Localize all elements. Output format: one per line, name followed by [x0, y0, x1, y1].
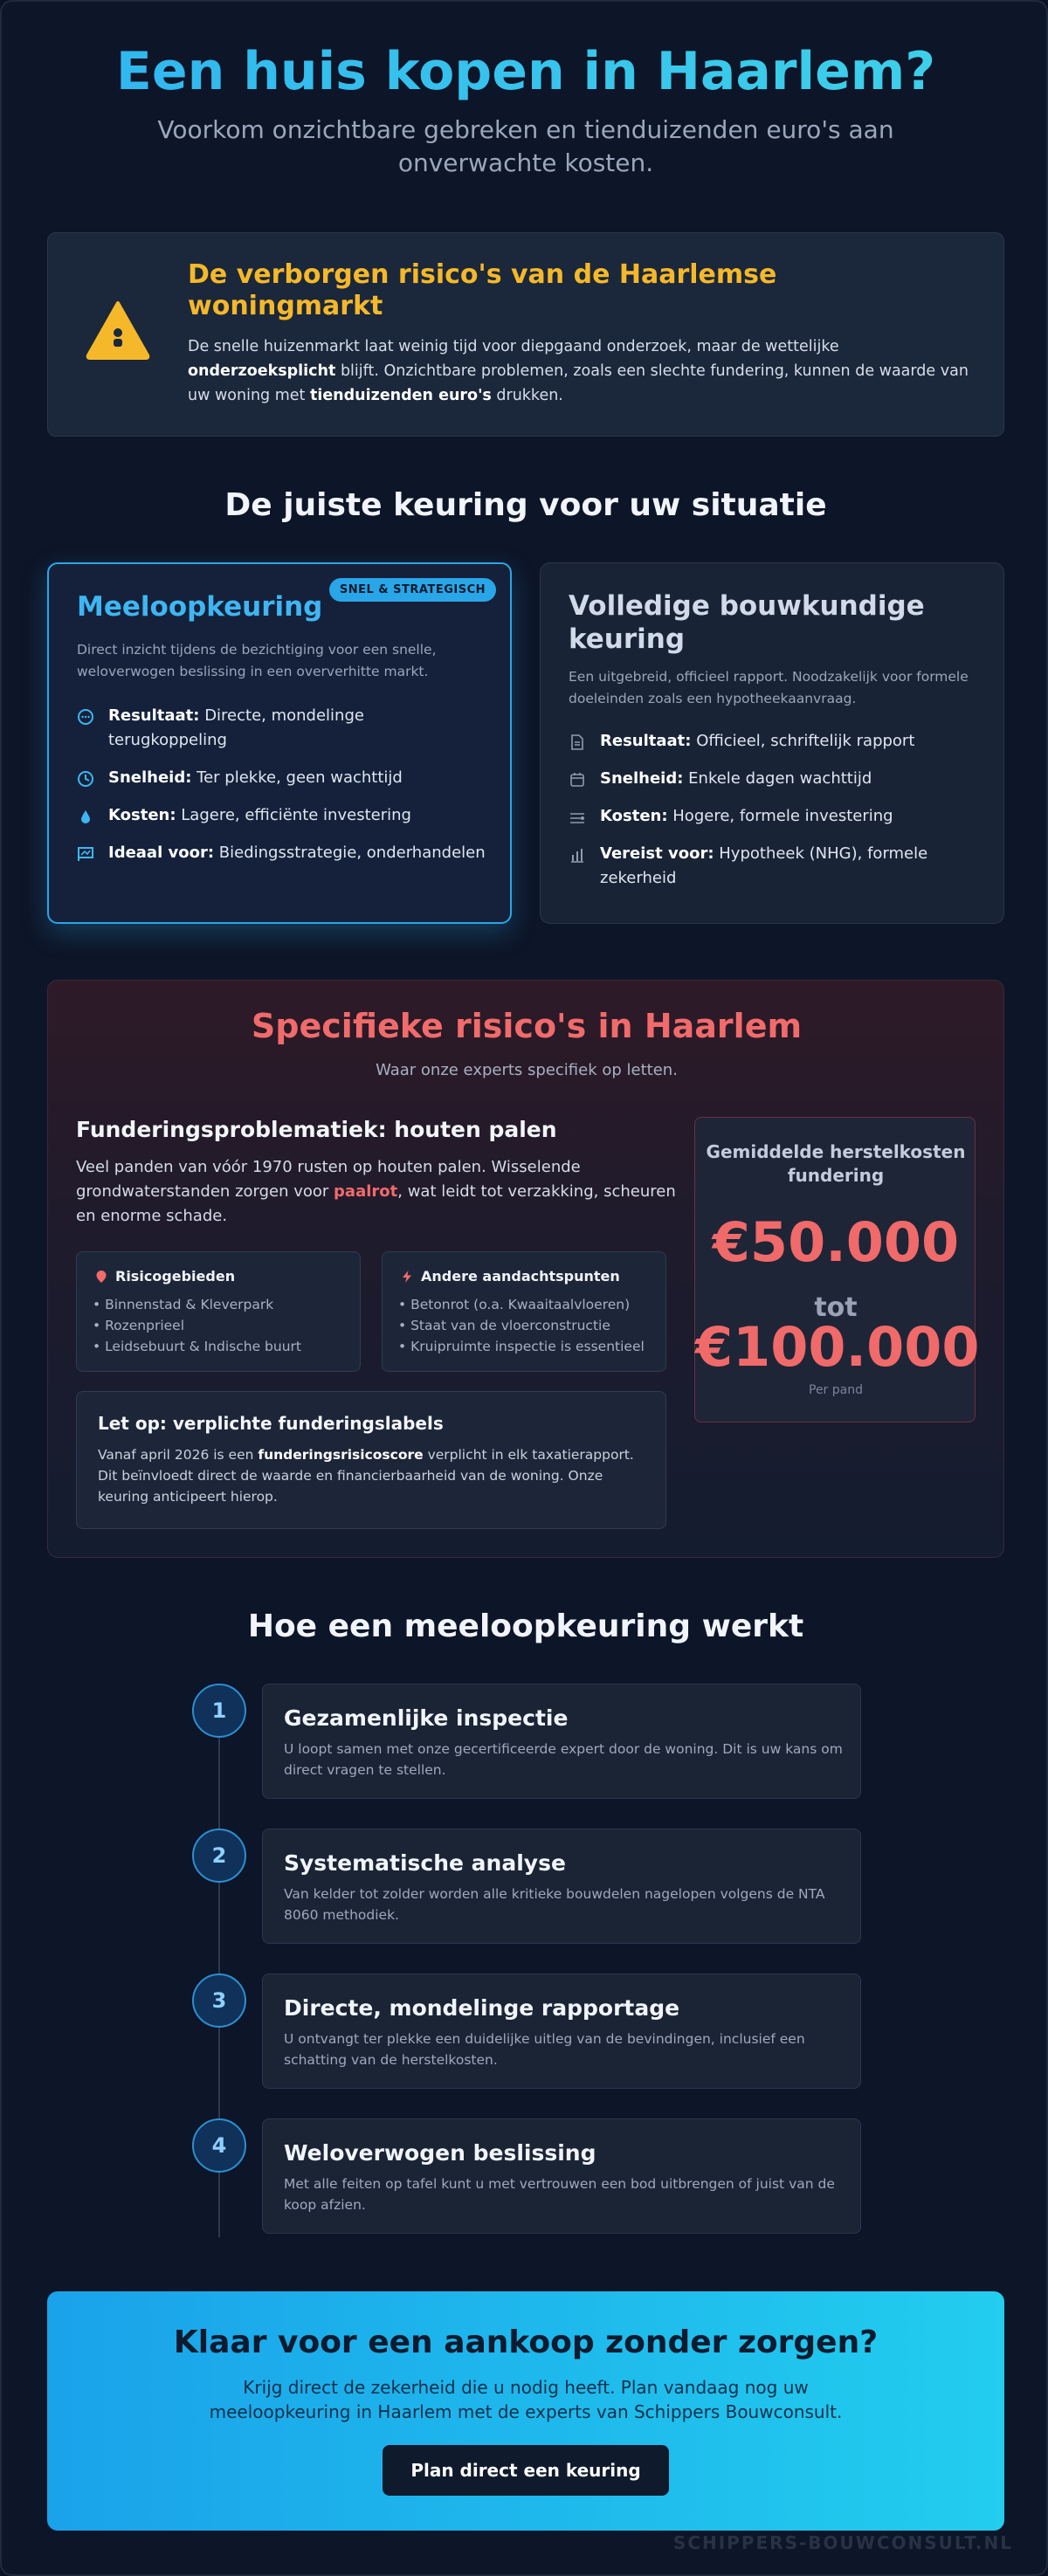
- list-item: • Kruipruimte inspectie is essentieel: [398, 1339, 645, 1354]
- plan-keuring-button[interactable]: Plan direct een keuring: [383, 2445, 669, 2496]
- risk-bold-1: onderzoeksplicht: [188, 362, 336, 380]
- cta-banner: [47, 2291, 1004, 2531]
- repair-cost-box: [694, 1117, 980, 1422]
- step-desc: Van kelder tot zolder worden alle kritieke bouwdelen nagelopen volgens de NTA 8060 methodiek.: [284, 1886, 825, 1923]
- drop-icon: [77, 808, 94, 825]
- intro-text-1: Veel panden van vóór 1970 rusten op houten palen. Wisselende grondwaterstanden zorgen voor: [76, 1158, 581, 1201]
- card-desc: Een uitgebreid, officieel rapport. Noodzakelijk voor formele doeleinden zoals een hypotheekaanvraag.: [569, 669, 969, 706]
- feature-label: Kosten:: [108, 806, 176, 824]
- step-card: [262, 1973, 861, 2089]
- list-item: • Binnenstad & Kleverpark: [93, 1297, 274, 1312]
- page-subtitle: Voorkom onzichtbare gebreken en tienduizenden euro's aan onverwachte kosten.: [157, 115, 894, 177]
- card-feature-list: [569, 729, 979, 904]
- risk-body: [188, 259, 974, 408]
- intro-text-2: , wat leidt tot verzakking, scheuren en enorme schade.: [76, 1182, 676, 1225]
- card-title: Volledige bouwkundige keuring: [569, 590, 925, 655]
- foundation-heading: Funderingsproblematiek: houten palen: [76, 1117, 557, 1142]
- notice-bold: funderingsrisicoscore: [258, 1447, 424, 1463]
- hero: [2, 37, 1048, 180]
- card-meeloopkeuring[interactable]: [47, 562, 512, 924]
- steps-title: Hoe een meeloopkeuring werkt: [247, 1608, 804, 1644]
- list-item: • Leidsebuurt & Indische buurt: [93, 1339, 301, 1354]
- step-title: Weloverwogen beslissing: [284, 2140, 596, 2166]
- feature-label: Vereist voor:: [600, 844, 714, 863]
- cta-text: Krijg direct de zekerheid die u nodig heeft. Plan vandaag nog uw meeloopkeuring in Haarlem met de experts van Schippers Bouwconsult.: [209, 2377, 843, 2422]
- risk-bold-2: tienduizenden euro's: [309, 387, 492, 404]
- risk-areas-title: Risicogebieden: [115, 1268, 236, 1285]
- location-icon: [94, 1270, 108, 1284]
- feature-text: Officieel, schriftelijk rapport: [691, 732, 915, 750]
- risk-text-2: blijft. Onzichtbare problemen, zoals een slechte fundering, kunnen de waarde van uw woning met: [188, 362, 969, 404]
- clock-icon: [77, 770, 94, 788]
- feature-item: [77, 766, 487, 790]
- haarlem-title: Specifieke risico's in Haarlem: [251, 1007, 803, 1045]
- step-number: 2: [192, 1829, 246, 1883]
- feature-text: Ter plekke, geen wachttijd: [191, 768, 403, 787]
- step-card: [262, 2118, 861, 2234]
- notice-body: [98, 1444, 648, 1507]
- presentation-icon: [77, 845, 94, 863]
- lightning-icon: [400, 1270, 414, 1284]
- step-title: Directe, mondelinge rapportage: [284, 1995, 680, 2021]
- risk-card: [47, 232, 1004, 437]
- step-title: Gezamenlijke inspectie: [284, 1705, 569, 1731]
- step-desc: Met alle feiten op tafel kunt u met vertrouwen een bod uitbrengen of juist van de koop afzien.: [284, 2176, 835, 2213]
- chat-icon: [77, 708, 94, 726]
- money-icon: [569, 809, 586, 826]
- cta-title: Klaar voor een aankoop zonder zorgen?: [173, 2325, 879, 2360]
- page-title: Een huis kopen in Haarlem?: [2, 37, 1048, 107]
- notice-title: Let op: verplichte funderingslabels: [98, 1413, 444, 1434]
- foundation-intro: [76, 1155, 687, 1229]
- step-number: 3: [192, 1973, 246, 2028]
- badge-snel-strategisch: SNEL & STRATEGISCH: [329, 578, 496, 602]
- cost-to-word: tot: [814, 1292, 858, 1323]
- feature-text: Hypotheek (NHG), formele zekerheid: [600, 844, 928, 887]
- feature-text: Hogere, formele investering: [667, 807, 893, 825]
- step-number: 1: [192, 1684, 246, 1738]
- warning-icon: [85, 300, 151, 361]
- haarlem-subtitle: Waar onze experts specifiek op letten.: [376, 1061, 678, 1079]
- cost-from: €50.000: [712, 1210, 960, 1274]
- calendar-icon: [569, 771, 586, 789]
- feature-item: [77, 841, 487, 865]
- risk-title: De verborgen risico's van de Haarlemse woningmarkt: [188, 259, 777, 321]
- notice-text-2: verplicht in elk taxatierapport. Dit beïnvloedt direct de waarde en financierbaarheid van de woning. Onze keuring anticipeert hierop.: [98, 1447, 634, 1505]
- attention-points-title: Andere aandachtspunten: [421, 1268, 620, 1285]
- bank-icon: [569, 846, 586, 864]
- cost-per: Per pand: [809, 1383, 863, 1397]
- card-desc: Direct inzicht tijdens de bezichtiging voor een snelle, weloverwogen beslissing in een oververhitte markt.: [77, 642, 437, 679]
- feature-label: Snelheid:: [108, 768, 192, 787]
- cost-label: Gemiddelde herstelkosten fundering: [706, 1141, 966, 1186]
- risk-areas-box: [76, 1251, 361, 1372]
- risk-text-1: De snelle huizenmarkt laat weinig tijd voor diepgaand onderzoek, maar de wettelijke: [188, 338, 839, 355]
- document-icon: [569, 734, 586, 751]
- risk-text-3: drukken.: [491, 387, 563, 404]
- feature-text: Lagere, efficiënte investering: [176, 806, 411, 824]
- feature-item: [569, 842, 979, 891]
- feature-label: Resultaat:: [600, 732, 692, 750]
- feature-label: Snelheid:: [600, 769, 684, 788]
- risk-areas-list: [93, 1294, 301, 1357]
- footer-domain[interactable]: SCHIPPERS-BOUWCONSULT.NL: [672, 2532, 1013, 2553]
- feature-item: [77, 704, 487, 753]
- foundation-label-notice: [76, 1391, 666, 1529]
- card-title: Meeloopkeuring: [77, 591, 323, 623]
- step-card: [262, 1829, 861, 1944]
- feature-text: Directe, mondelinge terugkoppeling: [108, 706, 364, 749]
- feature-item: [569, 767, 979, 791]
- step-title: Systematische analyse: [284, 1850, 566, 1876]
- card-feature-list: [77, 704, 487, 878]
- choice-title: De juiste keuring voor uw situatie: [224, 487, 827, 523]
- intro-highlight: paalrot: [334, 1182, 398, 1201]
- feature-item: [77, 803, 487, 828]
- card-volledige-keuring[interactable]: [540, 562, 1004, 924]
- feature-text: Enkele dagen wachttijd: [683, 769, 872, 788]
- attention-points-list: [398, 1294, 645, 1357]
- risk-text: [188, 334, 974, 408]
- list-item: • Rozenprieel: [93, 1318, 185, 1333]
- list-item: • Betonrot (o.a. Kwaaitaalvloeren): [398, 1297, 631, 1312]
- feature-label: Kosten:: [600, 807, 668, 825]
- feature-item: [569, 804, 979, 829]
- feature-label: Resultaat:: [108, 706, 200, 725]
- step-card: [262, 1684, 861, 1799]
- feature-text: Biedingsstrategie, onderhandelen: [214, 844, 486, 862]
- step-desc: U loopt samen met onze gecertificeerde expert door de woning. Dit is uw kans om direct vragen te stellen.: [284, 1741, 843, 1778]
- list-item: • Staat van de vloerconstructie: [398, 1318, 610, 1333]
- attention-points-box: [382, 1251, 666, 1372]
- cost-to: €100.000: [695, 1315, 980, 1379]
- haarlem-risks-section: [47, 980, 1004, 1558]
- notice-text-1: Vanaf april 2026 is een: [98, 1447, 259, 1463]
- feature-item: [569, 729, 979, 754]
- feature-label: Ideaal voor:: [108, 844, 215, 862]
- step-number: 4: [192, 2118, 246, 2173]
- step-desc: U ontvangt ter plekke een duidelijke uitleg van de bevindingen, inclusief een schatting van de herstelkosten.: [284, 2031, 805, 2068]
